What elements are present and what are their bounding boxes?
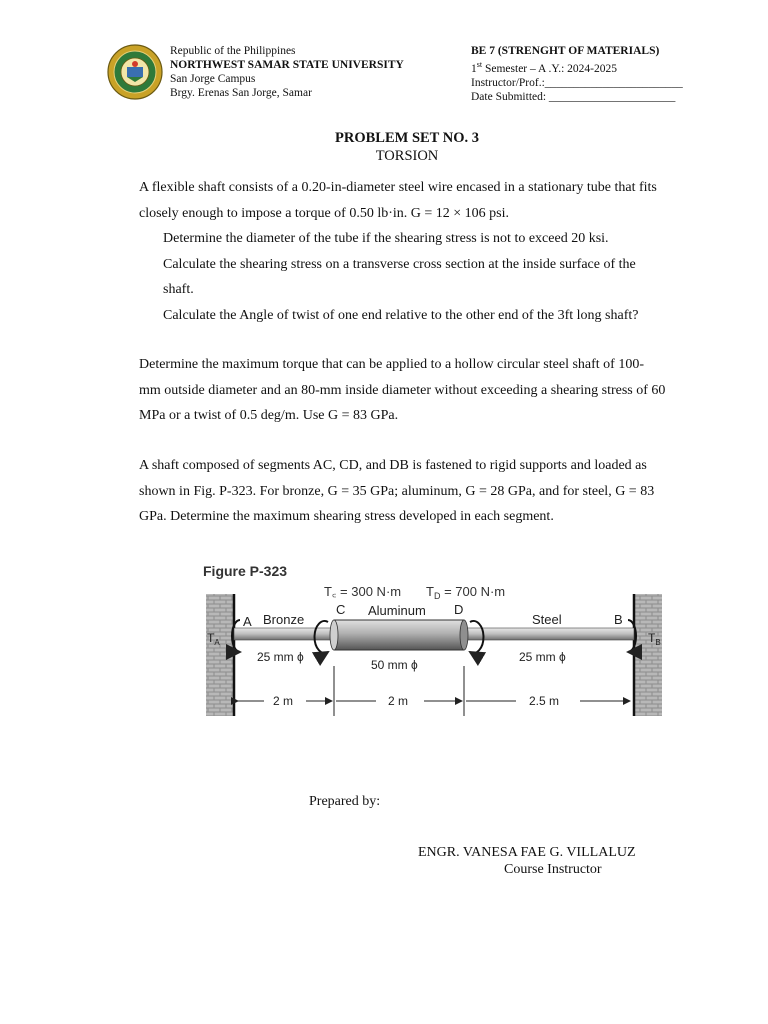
address-text: Brgy. Erenas San Jorge, Samar — [170, 87, 312, 99]
problem-1-item-2b: shaft. — [163, 282, 194, 297]
bronze-diameter: 25 mm ϕ — [257, 650, 304, 664]
republic-text: Republic of the Philippines — [170, 45, 296, 57]
length-steel: 2.5 m — [529, 694, 560, 708]
problem-3-line-1: A shaft composed of segments AC, CD, and DB is fastened to rigid supports and loaded as — [139, 458, 647, 473]
semester-rest: Semester – A .Y.: 2024-2025 — [482, 62, 618, 75]
header-left — [170, 44, 404, 100]
prepared-by-label: Prepared by: — [309, 794, 381, 809]
torque-d-label: $T_D = 700$ N·m — [426, 584, 506, 601]
date-submitted-field: Date Submitted: ______________________ — [471, 90, 676, 103]
right-wall — [634, 594, 662, 716]
problem-2-line-2: mm outside diameter and an 80-mm inside diameter without exceeding a shearing stress of 60 — [139, 382, 666, 398]
torque-c-label: T꜀ = 300 N·m — [324, 584, 402, 599]
problem-2 — [139, 352, 665, 429]
length-bronze: 2 m — [273, 694, 294, 708]
course-title: BE 7 (STRENGHT OF MATERIALS) — [471, 45, 660, 57]
point-d-label: D — [454, 602, 464, 617]
reaction-a-label: $T_A$ — [207, 631, 220, 647]
steel-diameter: 25 mm ϕ — [519, 650, 566, 664]
problem-1-line-2: closely enough to impose a torque of 0.50 lb·in. G = 12 × 106 psi. — [139, 205, 510, 221]
length-aluminum: 2 m — [388, 694, 409, 708]
left-wall — [206, 594, 234, 716]
campus-text: San Jorge Campus — [170, 73, 256, 85]
problem-1-line-1: A flexible shaft consists of a 0.20-in-diameter steel wire encased in a stationary tube that fits — [139, 180, 657, 195]
instructor-field: Instructor/Prof.:________________________ — [471, 76, 683, 89]
university-seal-logo — [107, 44, 163, 100]
aluminum-label: Aluminum — [368, 603, 426, 618]
problem-3 — [139, 453, 654, 530]
university-name: NORTHWEST SAMAR STATE UNIVERSITY — [170, 59, 404, 71]
problem-3-line-2: shown in Fig. P-323. For bronze, G = 35 GPa; aluminum, G = 28 GPa, and for steel, G = 83 — [139, 483, 655, 499]
aluminum-segment — [334, 620, 464, 650]
problem-1 — [139, 175, 657, 328]
problem-1-item-2a: Calculate the shearing stress on a transverse cross section at the inside surface of the — [163, 256, 636, 272]
figure-p-323 — [196, 556, 672, 720]
problem-1-item-3: Calculate the Angle of twist of one end relative to the other end of the 3ft long shaft? — [163, 307, 639, 323]
problem-2-line-1: Determine the maximum torque that can be applied to a hollow circular steel shaft of 100- — [139, 357, 644, 372]
bronze-label: Bronze — [263, 612, 305, 627]
aluminum-diameter: 50 mm ϕ — [371, 658, 418, 672]
instructor-role: Course Instructor — [504, 862, 602, 877]
problem-set-title: PROBLEM SET NO. 3 — [335, 130, 479, 146]
semester-number: 1 — [471, 62, 477, 75]
semester-suffix: st — [476, 60, 483, 69]
problem-set-subtitle: TORSION — [375, 148, 439, 164]
semester-text — [471, 58, 683, 76]
instructor-name: ENGR. VANESA FAE G. VILLALUZ — [418, 845, 636, 860]
bronze-segment — [234, 628, 334, 640]
problem-3-line-3: GPa. Determine the maximum shearing stress developed in each segment. — [139, 509, 554, 524]
point-c-label: C — [336, 602, 346, 617]
problem-1-item-1: Determine the diameter of the tube if the shearing stress is not to exceed 20 ksi. — [163, 231, 609, 246]
point-b-label: B — [614, 612, 623, 627]
point-a-label: A — [243, 614, 252, 629]
steel-segment — [464, 628, 634, 640]
reaction-b-label: $T_B$ — [648, 631, 661, 647]
header-right — [471, 44, 683, 104]
steel-label: Steel — [532, 612, 562, 627]
problem-2-line-3: MPa or a twist of 0.5 deg/m. Use G = 83 GPa. — [139, 408, 399, 423]
figure-title: Figure P-323 — [203, 563, 288, 579]
